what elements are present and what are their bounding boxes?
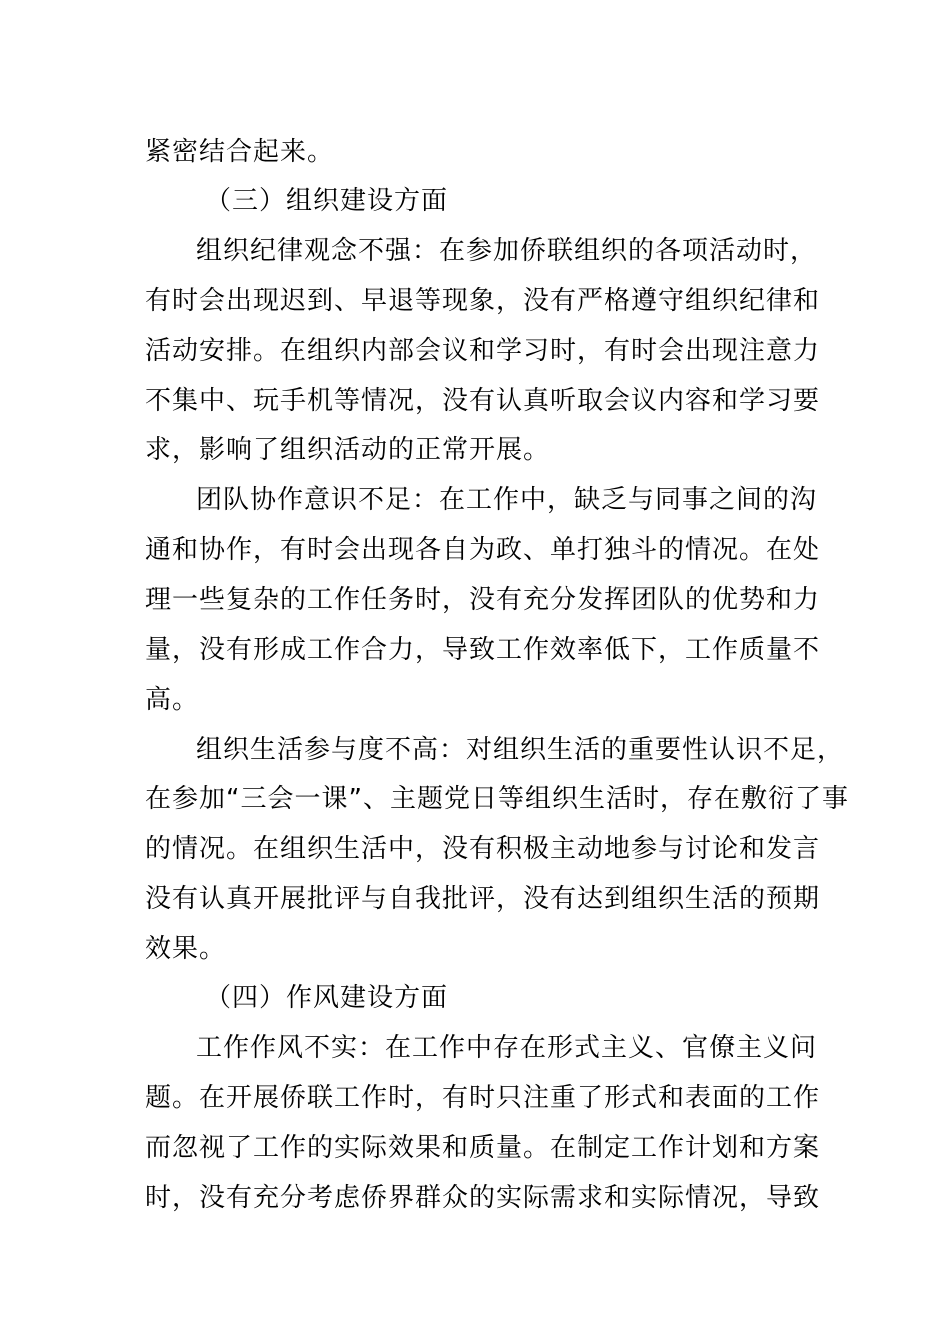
section-heading: （四）作风建设方面 [205,983,449,1013]
text-line: 紧密结合起来。 [145,137,335,167]
section-heading: （三）组织建设方面 [205,186,449,216]
paragraph-first-line: 工作作风不实：在工作中存在形式主义、官僚主义问 [196,1033,818,1063]
text-line: 高。 [145,685,200,715]
text-line: 有时会出现迟到、早退等现象，没有严格遵守组织纪律和 [145,286,821,316]
text-line: 通和协作，有时会出现各自为政、单打独斗的情况。在处 [145,535,821,565]
text-line: 没有认真开展批评与自我批评，没有达到组织生活的预期 [145,884,821,914]
text-line: 求，影响了组织活动的正常开展。 [145,435,551,465]
text-line: 活动安排。在组织内部会议和学习时，有时会出现注意力 [145,336,821,366]
paragraph-first-line: 团队协作意识不足：在工作中，缺乏与同事之间的沟 [196,485,818,515]
paragraph-first-line: 组织生活参与度不高：对组织生活的重要性认识不足， [196,735,845,765]
text-line: 理一些复杂的工作任务时，没有充分发挥团队的优势和力 [145,585,821,615]
text-line: 效果。 [145,934,227,964]
text-line: 的情况。在组织生活中，没有积极主动地参与讨论和发言 [145,834,821,864]
text-line: 量，没有形成工作合力，导致工作效率低下，工作质量不 [145,635,821,665]
text-line: 而忽视了工作的实际效果和质量。在制定工作计划和方案 [145,1133,821,1163]
paragraph-first-line: 组织纪律观念不强：在参加侨联组织的各项活动时， [196,236,818,266]
text-line: 时，没有充分考虑侨界群众的实际需求和实际情况，导致 [145,1183,821,1213]
text-line: 不集中、玩手机等情况，没有认真听取会议内容和学习要 [145,386,821,416]
text-line: 在参加“三会一课”、主题党日等组织生活时，存在敷衍了事 [145,784,849,814]
text-line: 题。在开展侨联工作时，有时只注重了形式和表面的工作 [145,1083,821,1113]
